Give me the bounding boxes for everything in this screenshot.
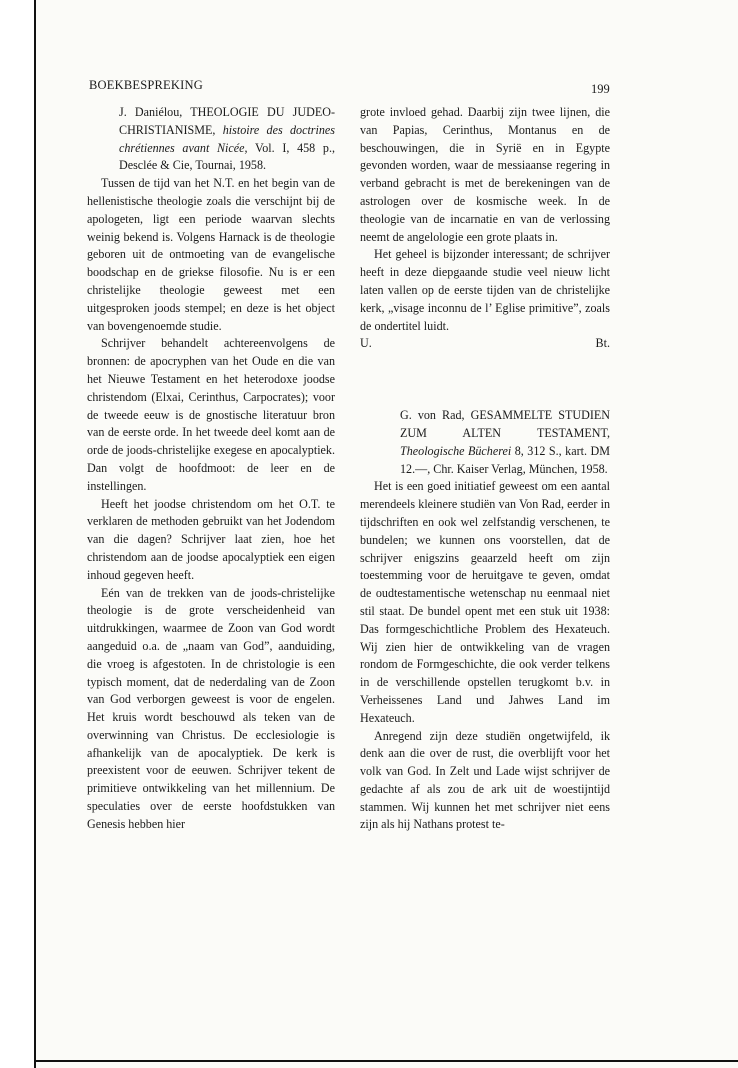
signature-left: U. — [360, 336, 372, 351]
review2-ref-rest: 8, 312 S., kart. DM 12.—, Chr. Kaiser Verlag, München, 1958. — [400, 443, 610, 476]
review1-paragraph-2: Schrijver behandelt achtereenvolgens de bronnen: de apocryphen van het Oude en die van het Nieuwe Testament en het heterodoxe joodse christendom (Elxai, Cerinthus, Carpocrates); voor de tweede eeuw is de gnostische literatuur bron van de eerste orde. In het tweede deel komt aan de orde de joods-christelijke exegese en apocalyptiek. Dan volgt de hoofdmoot: de leer en de instellingen. — [87, 336, 335, 493]
review2-ref-author: G. von Rad, GESAMMELTE STUDIEN ZUM ALTEN TESTAMENT, — [400, 408, 610, 440]
review2-ref-series: Theologische Bücherei — [400, 443, 512, 458]
review1-signature — [360, 335, 610, 353]
review2-reference — [360, 407, 610, 478]
review1-paragraph-5: grote invloed gehad. Daarbij zijn twee lijnen, die van Papias, Cerinthus, Montanus en de beschouwingen, die in Syrië en in Egypte gevonden worden, waar de messiaanse regering in verband gebracht is met de berekeningen van de astrologen over de kosmische week. In de theologie van de incarnatie en van de verlossing neemt de angelologie een grote plaats in. — [360, 105, 610, 244]
review1-paragraph-1: Tussen de tijd van het N.T. en het begin van de hellenistische theologie zoals die verschijnt bij de apologeten, ligt een periode waarvan slechts weinig bekend is. Volgens Harnack is de theologie geboren uit de ontmoeting van de evangelische boodschap en de griekse filosofie. Nu is er een christelijke theologie geweest met een uitgesproken joods stempel; en deze is het object van bovengenoemde studie. — [87, 176, 335, 333]
review1-paragraph-4: Eén van de trekken van de joods-christelijke theologie is de grote verscheidenheid van uitdrukkingen, waarmee de Zoon van God wordt aangeduid o.a. de „naam van God”, aanduiding, die vroeg is afgestoten. In de christologie is een typisch moment, dat de nederdaling van de Zoon van God verborgen geweest is voor de engelen. Het kruis wordt beschouwd als teken van de overwinning van Christus. De ecclesiologie is afhankelijk van de apocalyptiek. De kerk is preexistent voor de eeuwen. Schrijver tekent de primitieve ontwikkeling van het millennium. De speculaties over de eerste hoofdstukken van Genesis hebben hier — [87, 585, 335, 831]
review1-ref-subtitle: histoire des doctrines chrétiennes avant Nicée, — [119, 122, 335, 155]
review2-paragraph-2: Anregend zijn deze studiën ongetwijfeld, ik denk aan die over de rust, die overblijft voor het volk van God. In Zelt und Lade wijst schrijver de gedachte af als zou de ark uit de woestijntijd stammen. Wij kunnen het met schrijver niet eens zijn als hij Nathans protest te- — [360, 728, 610, 832]
page-number: 199 — [591, 82, 610, 96]
review1-paragraph-6: Het geheel is bijzonder interessant; de schrijver heeft in deze diepgaande studie veel nieuw licht laten vallen op de eerste tijden van de christelijke kerk, „visage inconnu de l’ Eglise primitive”, zoals de ondertitel luidt. — [360, 247, 610, 333]
running-title: BOEKBESPREKING — [89, 78, 203, 92]
review1-ref-rest: Vol. I, 458 p., Desclée & Cie, Tournai, 1958. — [119, 140, 335, 173]
column-left — [87, 104, 335, 834]
review-separator-space — [360, 353, 610, 407]
column-right — [360, 104, 610, 834]
review1-paragraph-3: Heeft het joodse christendom om het O.T. te verklaren de methoden gebruikt van het Jodendom van die dagen? Schrijver laat zien, hoe het christendom aan de joodse apocalyptiek een eigen inhoud gegeven heeft. — [87, 496, 335, 582]
scan-border-left — [34, 0, 36, 1068]
review2-paragraph-1: Het is een goed initiatief geweest om een aantal merendeels kleinere studiën van Von Rad, eerder in tijdschriften en ook wel zelfstandig verschenen, te bundelen; we kunnen ons voorstellen, dat de schrijver enigszins geaarzeld heeft om zijn toestemming voor de heruitgave te geven, omdat de oudtestamentische wetenschap nu eenmaal niet stil staat. De bundel opent met een stuk uit 1938: Das formgeschichtliche Problem des Hexateuch. Wij zien hier de ontwikkeling van de vragen rondom de Formgeschichte, die ook verder telkens in de verschillende opstellen terugkomt b.v. in Verheissenes Land und Jahwes Land im Hexateuch. — [360, 479, 610, 725]
scan-border-bottom — [34, 1060, 738, 1062]
signature-right: Bt. — [595, 336, 610, 351]
review1-ref-author: J. Daniélou, THEOLOGIE DU JUDEO-CHRISTIANISME, — [119, 105, 335, 137]
review1-reference — [87, 104, 335, 175]
